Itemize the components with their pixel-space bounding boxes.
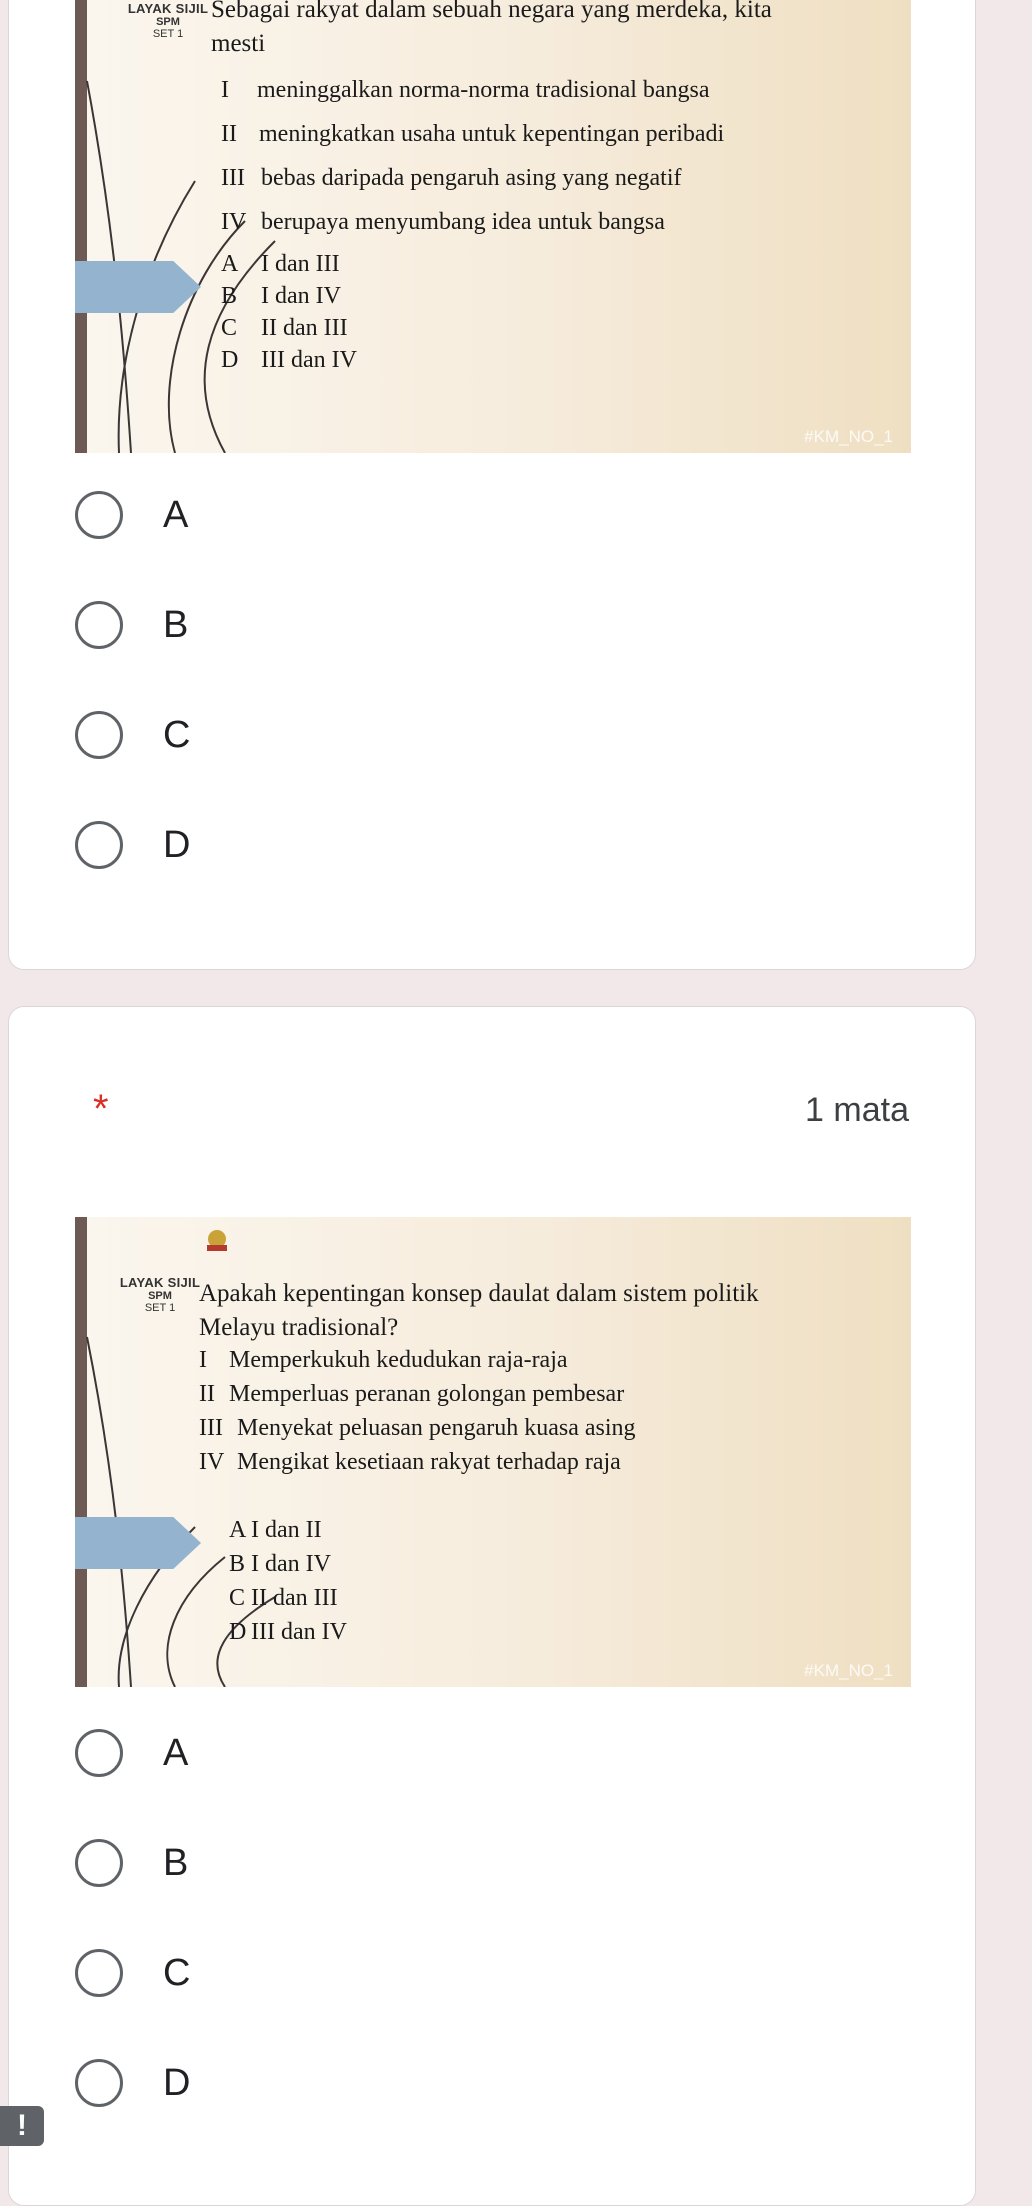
badge-line-2: SPM bbox=[156, 16, 180, 28]
question-image-2 bbox=[75, 1217, 911, 1687]
question-text bbox=[199, 1277, 759, 1345]
radio-circle[interactable] bbox=[75, 601, 123, 649]
slide-tag: #KM_NO_1 bbox=[804, 427, 893, 446]
option-a[interactable]: A bbox=[75, 480, 188, 550]
badge-line-1: LAYAK SIJIL bbox=[119, 1275, 201, 1290]
option-d[interactable]: D bbox=[75, 2048, 190, 2118]
badge-line-3: SET 1 bbox=[152, 28, 184, 40]
report-problem-button[interactable]: ! bbox=[0, 2106, 44, 2146]
question-text bbox=[211, 0, 772, 61]
answer-a: A I dan III bbox=[221, 251, 340, 277]
radio-circle[interactable] bbox=[75, 1949, 123, 1997]
option-b[interactable]: B bbox=[75, 590, 188, 660]
answer-b: B I dan IV bbox=[221, 283, 341, 309]
answer-a: A I dan II bbox=[229, 1517, 322, 1543]
required-asterisk: * bbox=[93, 1087, 109, 1131]
crest-icon bbox=[199, 1227, 235, 1257]
question-image-1 bbox=[75, 0, 911, 453]
question-line-1: Apakah kepentingan konsep daulat dalam sistem politik bbox=[199, 1280, 759, 1307]
question-line-2: Melayu tradisional? bbox=[199, 1314, 399, 1341]
slide-badge bbox=[115, 1275, 205, 1314]
radio-circle[interactable] bbox=[75, 1729, 123, 1777]
badge-line-2: SPM bbox=[148, 1290, 172, 1302]
statement-3: III Menyekat peluasan pengaruh kuasa asing bbox=[199, 1415, 636, 1441]
question-card-1 bbox=[8, 0, 976, 970]
statement-3: III bebas daripada pengaruh asing yang negatif bbox=[221, 165, 682, 191]
question-line-2: mesti bbox=[211, 30, 266, 57]
slide-badge bbox=[123, 1, 213, 40]
question-points: 1 mata bbox=[805, 1091, 909, 1129]
question-line-1: Sebagai rakyat dalam sebuah negara yang merdeka, kita bbox=[211, 0, 772, 23]
option-c[interactable]: C bbox=[75, 1938, 190, 2008]
option-d[interactable]: D bbox=[75, 810, 190, 880]
statement-4: IV Mengikat kesetiaan rakyat terhadap raja bbox=[199, 1449, 621, 1475]
answer-c: C II dan III bbox=[229, 1585, 338, 1611]
radio-circle[interactable] bbox=[75, 491, 123, 539]
radio-circle[interactable] bbox=[75, 711, 123, 759]
option-b[interactable]: B bbox=[75, 1828, 188, 1898]
statement-1: I meninggalkan norma-norma tradisional bangsa bbox=[221, 77, 710, 103]
answer-d: D III dan IV bbox=[221, 347, 357, 373]
statement-2: II Memperluas peranan golongan pembesar bbox=[199, 1381, 625, 1407]
statement-1: I Memperkukuh kedudukan raja-raja bbox=[199, 1347, 568, 1373]
badge-line-3: SET 1 bbox=[144, 1302, 176, 1314]
radio-circle[interactable] bbox=[75, 821, 123, 869]
option-a[interactable]: A bbox=[75, 1718, 188, 1788]
answer-b: B I dan IV bbox=[229, 1551, 331, 1577]
slide-tag: #KM_NO_1 bbox=[804, 1661, 893, 1680]
answer-d: D III dan IV bbox=[229, 1619, 347, 1645]
statement-2: II meningkatkan usaha untuk kepentingan peribadi bbox=[221, 121, 725, 147]
question-card-2 bbox=[8, 1006, 976, 2206]
radio-circle[interactable] bbox=[75, 1839, 123, 1887]
statement-4: IV berupaya menyumbang idea untuk bangsa bbox=[221, 209, 665, 235]
radio-circle[interactable] bbox=[75, 2059, 123, 2107]
answer-c: C II dan III bbox=[221, 315, 348, 341]
badge-line-1: LAYAK SIJIL bbox=[127, 1, 209, 16]
option-c[interactable]: C bbox=[75, 700, 190, 770]
